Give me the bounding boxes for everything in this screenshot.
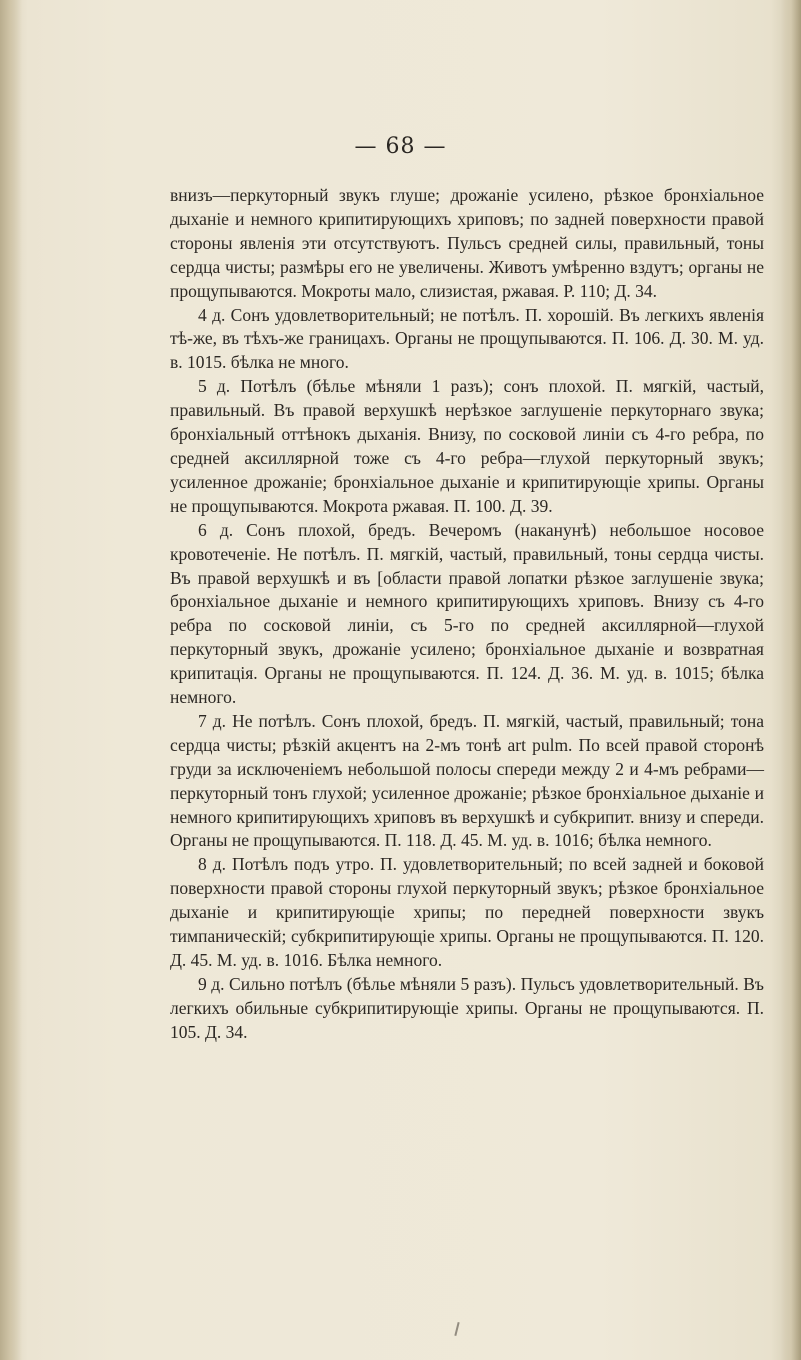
paragraph-day-8: 8 д. Потѣлъ подъ утро. П. удовлетворительный; по всей задней и боковой поверхности правой стороны глухой перкуторный звукъ; рѣзкое бронхіальное дыханіе и крипитирующіе хрипы; по передней поверхности звукъ тимпаническій; субкрипитирующіе хрипы. Органы не прощупываются. П. 120. Д. 45. М. уд. в. 1016. Бѣлка немного. xyxy=(170,854,764,970)
paragraph-day-9: 9 д. Сильно потѣлъ (бѣлье мѣняли 5 разъ). Пульсъ удовлетворительный. Въ легкихъ обильные субкрипитирующіе хрипы. Органы не прощупываются. П. 105. Д. 34. xyxy=(170,973,764,1042)
paragraph-day-7: 7 д. Не потѣлъ. Сонъ плохой, бредъ. П. мягкій, частый, правильный; тона сердца чисты; рѣзкій акцентъ на 2-мъ тонѣ art pulm. По всей правой сторонѣ груди за исключеніемъ небольшой полосы спереди между 2 и 4-мъ ребрами—перкуторный тонъ глухой; усиленное дрожаніе; рѣзкое бронхіальное дыханіе и немного крипитирующихъ хриповъ въ верхушкѣ и субкрипит. внизу и спереди. Органы не прощупываются. П. 118. Д. 45. М. уд. в. 1016; бѣлка немного. xyxy=(170,710,764,851)
stray-pen-mark xyxy=(454,1322,459,1336)
paragraph-day-4: 4 д. Сонъ удовлетворительный; не потѣлъ. П. хорошій. Въ легкихъ явленія тѣ-же, въ тѣхъ-же границахъ. Органы не прощупываются. П. 106. Д. 30. М. уд. в. 1015. бѣлка не много. xyxy=(170,304,764,373)
paragraph-day-6: 6 д. Сонъ плохой, бредъ. Вечеромъ (наканунѣ) небольшое носовое кровотеченіе. Не потѣлъ. П. мягкій, частый, правильный, тоны сердца чисты. Въ правой верхушкѣ и въ [области правой лопатки рѣзкое заглушеніе звука; бронхіальное дыханіе и немного крипитирующихъ хриповъ. Внизу съ 4-го ребра по сосковой линіи, съ 5-го по средней аксиллярной—глухой перкуторный звукъ, дрожаніе усилено; бронхіальное дыханіе и возвратная крипитація. Органы не прощупываются. П. 124. Д. 36. М. уд. в. 1015; бѣлка немного. xyxy=(170,519,764,708)
page-number: — 68 — xyxy=(354,134,447,159)
page-left-shadow xyxy=(0,0,22,1360)
paragraph-continuation: внизъ—перкуторный звукъ глуше; дрожаніе усилено, рѣзкое бронхіальное дыханіе и немного крипитирующихъ хриповъ; по задней поверхности правой стороны явленія эти отсутствуютъ. Пульсъ средней силы, правильный, тоны сердца чисты; размѣры его не увеличены. Животъ умѣренно вздутъ; органы не прощупываются. Мокроты мало, слизистая, ржавая. Р. 110; Д. 34. xyxy=(170,185,764,301)
paragraph-day-5: 5 д. Потѣлъ (бѣлье мѣняли 1 разъ); сонъ плохой. П. мягкій, частый, правильный. Въ правой верхушкѣ нерѣзкое заглушеніе перкуторнаго звука; бронхіальный оттѣнокъ дыханія. Внизу, по сосковой линіи съ 4-го ребра, по средней аксиллярной тоже съ 4-го ребра—глухой перкуторный звукъ; усиленное дрожаніе; бронхіальное дыханіе и крипитирующіе хрипы. Органы не прощупываются. Мокрота ржавая. П. 100. Д. 39. xyxy=(170,376,764,516)
body-text xyxy=(170,184,764,1045)
page-right-shadow xyxy=(781,0,801,1360)
